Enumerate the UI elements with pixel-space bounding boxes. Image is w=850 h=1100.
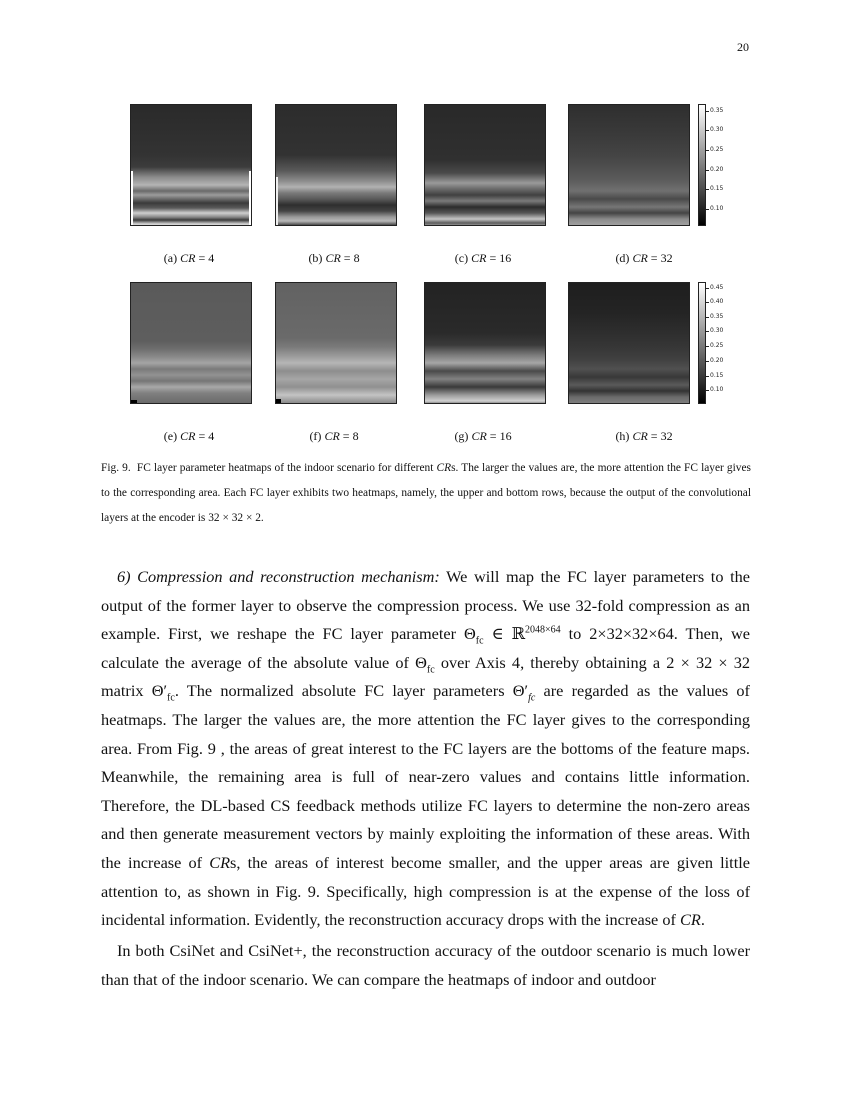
subfigure-label-b: (b) CR = 8 xyxy=(308,251,360,265)
colorbar-tick: 0.40 xyxy=(710,298,724,305)
colorbar-tick: 0.30 xyxy=(710,126,724,133)
colorbar-row2 xyxy=(698,282,706,404)
body-paragraph-1: 6) Compression and reconstruction mechanism: We will map the FC layer parameters to the output of the former layer to observe the compression process. We use 32-fold compression as an example. First, we reshape the FC layer parameter $\Theta_{fc}$ ∈ ℝ$^{2048\times 64}$ to 2×32×32×64. Then, we calculate the average of the absolute value of $\Theta_{fc}$ over Axis 4, thereby obtaining a 2 × 32 × 32 matrix $\Theta'_{fc}$. The normalized absolute FC layer parameters $\Theta'_{fc}$ are regarded as the values of heatmaps. The larger the values are, the more attention the FC layer gives to the corresponding area. From Fig. 9 , the areas of great interest to the FC layers are the bottoms of the feature maps. Meanwhile, the remaining area is full of near-zero values and contains little information. Therefore, the DL-based CS feedback methods utilize FC layers to determine the non-zero areas and then generate measurement vectors by mainly exploiting the information of these areas. With the increase of CRs, the areas of interest become smaller, and the upper areas are given little attention to, as shown in Fig. 9. Specifically, high compression is at the expense of the loss of incidental information. Evidently, the reconstruction accuracy drops with the increase of CR. xyxy=(101,567,750,930)
body-paragraph-2: In both CsiNet and CsiNet+, the reconstruction accuracy of the outdoor scenario is much lower than that of the indoor scenario. We can compare the heatmaps of indoor and outdoor xyxy=(101,941,750,989)
subfigure-label-h: (h) CR = 32 xyxy=(615,429,673,443)
heatmap-d xyxy=(568,104,690,226)
subfigure-label-f: (f) CR = 8 xyxy=(309,429,359,443)
heatmap-e xyxy=(130,282,252,404)
subfigure-label-d: (d) CR = 32 xyxy=(615,251,673,265)
colorbar-tick: 0.10 xyxy=(710,205,724,212)
colorbar-tick: 0.35 xyxy=(710,107,724,114)
colorbar-tick: 0.20 xyxy=(710,166,724,173)
page-number: 20 xyxy=(737,40,749,54)
colorbar-tick: 0.35 xyxy=(710,313,724,320)
colorbar-tick: 0.25 xyxy=(710,146,724,153)
heatmap-h xyxy=(568,282,690,404)
section-heading: 6) Compression and reconstruction mechanism: xyxy=(117,567,440,586)
colorbar-tick: 0.45 xyxy=(710,284,724,291)
colorbar-tick: 0.30 xyxy=(710,327,724,334)
colorbar-tick: 0.10 xyxy=(710,386,724,393)
heatmap-c xyxy=(424,104,546,226)
heatmap-b xyxy=(275,104,397,226)
colorbar-tick: 0.25 xyxy=(710,342,724,349)
subfigure-label-g: (g) CR = 16 xyxy=(454,429,512,443)
figure-caption: Fig. 9. FC layer parameter heatmaps of the indoor scenario for different CRs. The larger the values are, the more attention the FC layer gives to the corresponding area. Each FC layer exhibits two heatmaps, namely, the upper and bottom rows, because the output of the convolutional layers at the encoder is 32 × 32 × 2. xyxy=(101,462,751,524)
heatmap-f xyxy=(275,282,397,404)
heatmap-a xyxy=(130,104,252,226)
colorbar-tick: 0.20 xyxy=(710,357,724,364)
colorbar-row1 xyxy=(698,104,706,226)
subfigure-label-c: (c) CR = 16 xyxy=(454,251,512,265)
colorbar-tick: 0.15 xyxy=(710,185,724,192)
subfigure-label-a: (a) CR = 4 xyxy=(163,251,215,265)
colorbar-tick: 0.15 xyxy=(710,372,724,379)
heatmap-g xyxy=(424,282,546,404)
subfigure-label-e: (e) CR = 4 xyxy=(163,429,215,443)
